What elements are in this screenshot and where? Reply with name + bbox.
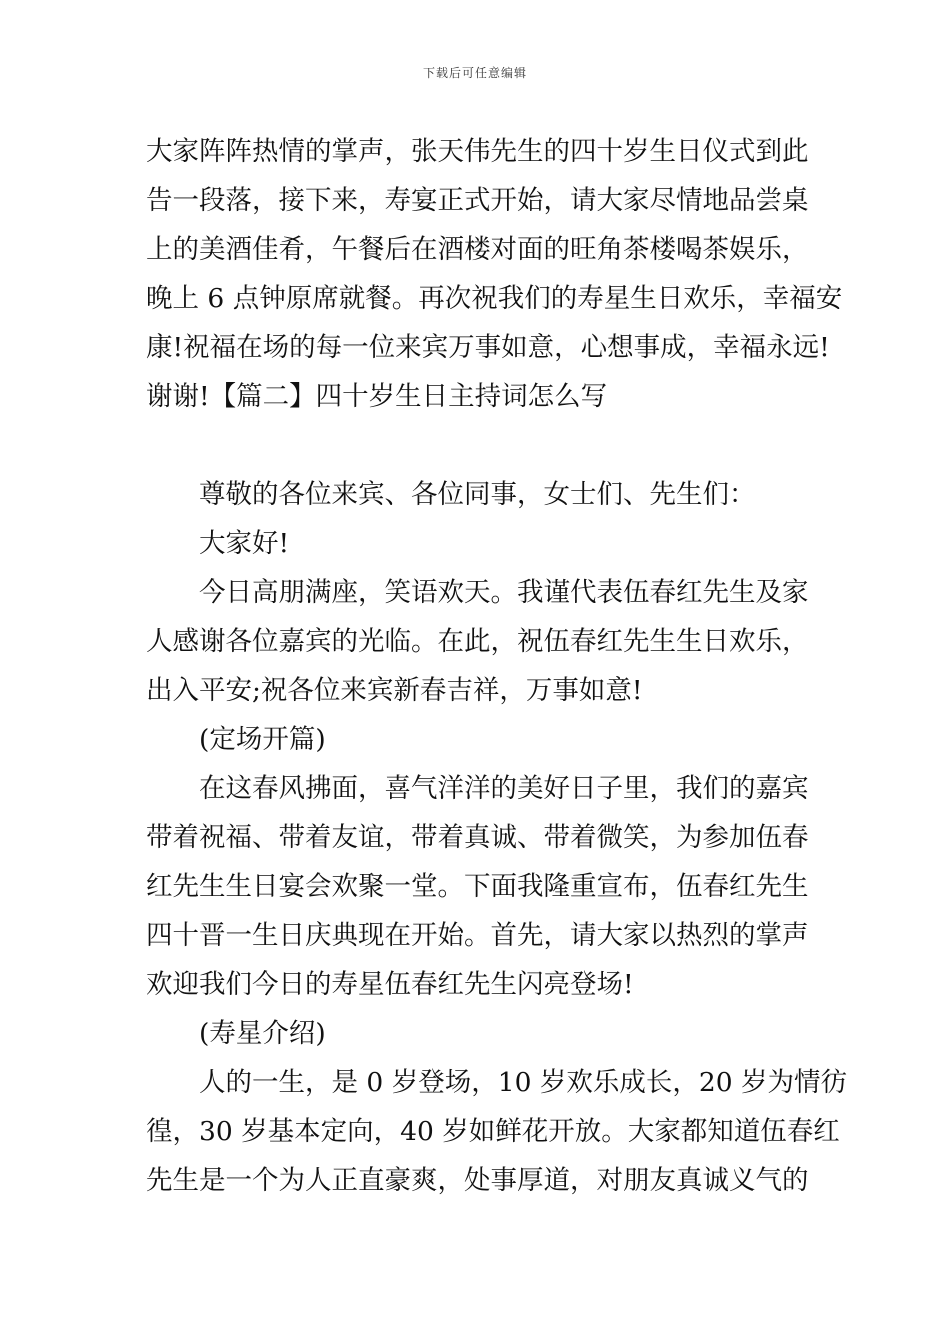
body-line: 徨，30 岁基本定向，40 岁如鲜花开放。大家都知道伍春红 bbox=[146, 1116, 840, 1147]
subheading-intro: (寿星介绍) bbox=[199, 1018, 326, 1049]
salutation: 尊敬的各位来宾、各位同事，女士们、先生们： bbox=[199, 479, 756, 510]
paragraph-gap bbox=[146, 421, 816, 470]
header-note: 下载后可任意编辑 bbox=[422, 66, 527, 80]
body-line: 出入平安;祝各位来宾新春吉祥，万事如意! bbox=[146, 675, 643, 706]
body-line: 今日高朋满座，笑语欢天。我谨代表伍春红先生及家 bbox=[199, 577, 809, 608]
body-line: 红先生生日宴会欢聚一堂。下面我隆重宣布，伍春红先生 bbox=[146, 871, 809, 902]
body-line: 晚上 6 点钟原席就餐。再次祝我们的寿星生日欢乐，幸福安 bbox=[146, 283, 843, 314]
body-line: 康!祝福在场的每一位来宾万事如意，心想事成，幸福永远! bbox=[146, 332, 830, 363]
greeting: 大家好! bbox=[199, 528, 290, 559]
body-line: 人感谢各位嘉宾的光临。在此，祝伍春红先生生日欢乐， bbox=[146, 626, 809, 657]
section-title-line: 谢谢!【篇二】四十岁生日主持词怎么写 bbox=[146, 381, 608, 412]
body-line: 在这春风拂面，喜气洋洋的美好日子里，我们的嘉宾 bbox=[199, 773, 809, 804]
body-line: 告一段落，接下来，寿宴正式开始，请大家尽情地品尝桌 bbox=[146, 185, 809, 216]
body-line: 上的美酒佳肴，午餐后在酒楼对面的旺角茶楼喝茶娱乐， bbox=[146, 234, 809, 265]
body-line: 人的一生，是 0 岁登场，10 岁欢乐成长，20 岁为情彷 bbox=[199, 1067, 847, 1098]
body-line: 大家阵阵热情的掌声，张天伟先生的四十岁生日仪式到此 bbox=[146, 136, 809, 167]
document-body bbox=[146, 127, 847, 1205]
body-line: 欢迎我们今日的寿星伍春红先生闪亮登场! bbox=[146, 969, 634, 1000]
subheading-opening: (定场开篇) bbox=[199, 724, 326, 755]
body-line: 先生是一个为人正直豪爽，处事厚道，对朋友真诚义气的 bbox=[146, 1165, 809, 1196]
body-line: 四十晋一生日庆典现在开始。首先，请大家以热烈的掌声 bbox=[146, 920, 809, 951]
body-line: 带着祝福、带着友谊，带着真诚、带着微笑，为参加伍春 bbox=[146, 822, 809, 853]
